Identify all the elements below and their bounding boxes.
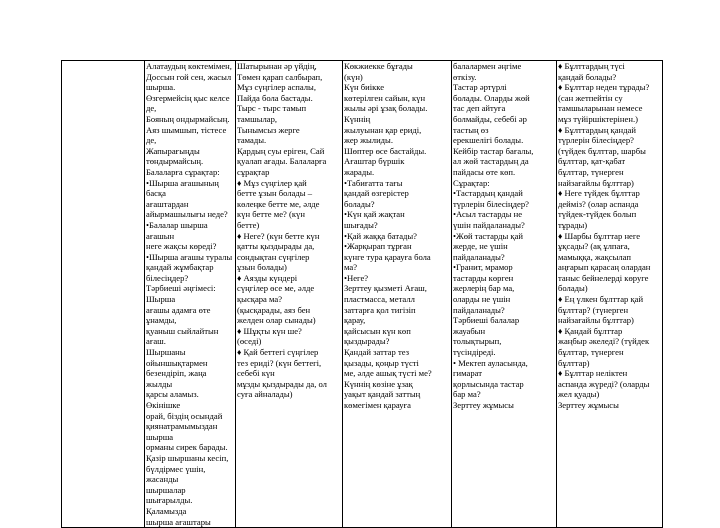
text-line: Өзгермейсің қыс келсе де, xyxy=(146,92,230,114)
text-line: Күннің xyxy=(344,113,371,124)
text-line: оларды не үшін xyxy=(453,294,511,305)
text-line: гимарат xyxy=(453,368,482,379)
text-line: Қардың суы еріген, Сай xyxy=(237,145,325,156)
text-line: •Жөй тастарды қай xyxy=(453,230,523,241)
text-line: Аяз шымшып, тістесе де, xyxy=(146,124,227,146)
table-cell-col-2 xyxy=(236,61,343,528)
text-line: тамшыларынан немесе xyxy=(558,103,643,114)
text-line: Балаларға сұрақтар: xyxy=(146,166,220,177)
text-line: бұлттар, қат-қабат xyxy=(558,156,626,167)
table-row xyxy=(62,61,663,528)
text-line: Тырс - тырс тамып xyxy=(237,103,307,114)
text-line: жер жылиды. xyxy=(344,135,393,146)
text-line: ♦ Бұлттардың түсі xyxy=(558,61,625,71)
text-line: Ағаштар бүршік xyxy=(344,156,405,167)
text-line: көтерілген сайын, күн xyxy=(344,92,426,103)
text-line: ♦ Ең үлкен бұлттар қай xyxy=(558,294,644,305)
text-line: Кейбір тастар бағалы, xyxy=(453,145,534,156)
text-line: қызады, қоңыр түсті xyxy=(344,357,419,368)
text-line: қандай жұмбақтар xyxy=(146,262,214,273)
text-line: ағаштардан xyxy=(146,198,189,209)
text-line: шырша ағаштары xyxy=(146,516,211,527)
text-line: Пайда бола бастады. xyxy=(237,92,313,103)
text-line: қиянатрамымыздан шырша xyxy=(146,421,218,442)
table-cell-col-5 xyxy=(557,61,663,528)
text-line: көлеңке бетте ме, әлде xyxy=(237,198,320,209)
text-line: болады? xyxy=(344,198,375,209)
table-cell-col-0 xyxy=(62,61,145,528)
text-line: қатты қыздырады да, xyxy=(237,241,315,252)
text-line: ♦ Неге? (күн бетте күн xyxy=(237,230,320,241)
text-line: тұрады) xyxy=(558,219,588,230)
text-line: тастың өз xyxy=(453,124,489,135)
text-line: ерекшелігі болады. xyxy=(453,135,524,146)
text-line: ♦ Қай беттегі сүңгілер xyxy=(237,347,319,358)
text-line: жаңбыр әкеледі? (түйдек xyxy=(558,336,650,347)
text-line: Алатаудың көктемімен, xyxy=(146,61,232,71)
text-line: қарау, xyxy=(344,315,366,326)
text-line: түрлерін білесіңдер? xyxy=(558,135,634,146)
text-line: желден олар сынады) xyxy=(237,315,316,326)
text-line: ♦ Бұлттар неден тұрады? xyxy=(558,82,650,93)
text-line: балалармен әңгіме xyxy=(453,61,522,71)
text-line: тамады. xyxy=(237,135,267,146)
text-line: түсіндіреді. xyxy=(453,347,496,358)
text-line: бетте ұзын болады – xyxy=(237,188,313,199)
text-line: Зерттеу жұмысы xyxy=(453,400,514,410)
text-line: •Шырша ағашының басқа xyxy=(146,177,219,199)
text-line: Қазір шыршаны кесіп, xyxy=(146,452,229,463)
text-line: заттарға қол тигізіп xyxy=(344,304,416,315)
text-line: дейміз? (олар аспанда xyxy=(558,198,639,209)
text-line: тастарды көрген xyxy=(453,272,514,283)
text-line: сүңгілер өсе ме, әлде xyxy=(237,283,315,294)
text-line: уақыт қандай заттың xyxy=(344,389,421,400)
text-line: толықтырып, xyxy=(453,336,502,347)
text-line: найзағайлы бұлттар) xyxy=(558,315,634,326)
text-line: (күн) xyxy=(344,71,363,82)
text-line: жылы әрі ұзақ болады. xyxy=(344,103,428,114)
text-line: ♦ Қандай бұлттар xyxy=(558,325,623,336)
text-line: Күннің көзіне ұзақ xyxy=(344,378,413,389)
text-line: мұз түйіршіктерінен.) xyxy=(558,113,638,124)
text-line: ағашы адамға өте ұнамды, xyxy=(146,304,211,326)
text-line: ♦ Бұлттардың қандай xyxy=(558,124,636,135)
text-line: бұлттар, түнерген xyxy=(558,166,624,177)
text-line: түрлерін білесіңдер? xyxy=(453,198,529,209)
text-line: болмайды, себебі әр xyxy=(453,113,527,124)
text-line: қуаныш сыйлайтын ағаш. xyxy=(146,325,219,347)
text-line: төндырмайсың. xyxy=(146,156,204,167)
text-line: жерде, не үшін xyxy=(453,241,508,252)
text-line: жарады. xyxy=(344,166,375,177)
text-line: •Жарқырап тұрған xyxy=(344,241,412,252)
text-line: Тәрбиеші балалар xyxy=(453,315,520,326)
text-line: пайдаланады? xyxy=(453,251,505,262)
text-line: ме, әлде ашық түсті ме? xyxy=(344,368,432,379)
text-line: ұзын болады) xyxy=(237,262,287,273)
text-line: үшін пайдаланады? xyxy=(453,219,525,230)
text-line: Бояның ондырмайсың. xyxy=(146,113,230,124)
text-line: аспанда жүреді? (оларды xyxy=(558,378,650,389)
text-line: аңғарып қарасаң олардан xyxy=(558,262,651,273)
text-line: Тәрбиеші әңгімесі: Шырша xyxy=(146,283,216,305)
text-line: ♦ Мұз сүңгілер қай xyxy=(237,177,307,188)
table-cell-col-3 xyxy=(343,61,452,528)
text-line: ал жөй тастардың да xyxy=(453,156,529,167)
text-line: Қаламызда xyxy=(146,505,187,516)
text-line: бұлттар? (түнерген xyxy=(558,304,629,315)
text-line: неге жақсы көреді? xyxy=(146,241,217,252)
text-line: күн бетте ме? (күн xyxy=(237,209,305,220)
text-line: найзағайлы бұлттар) xyxy=(558,177,634,188)
text-line: пластмасса, металл xyxy=(344,294,415,305)
text-line: Мұз сүңгілер аспалы, xyxy=(237,82,316,93)
text-line: ойыншықтармен xyxy=(146,357,208,368)
text-line: бүлдірмес үшін, жасанды xyxy=(146,463,206,485)
text-line: бетте) xyxy=(237,219,260,230)
text-line: Шыршаны xyxy=(146,347,186,358)
text-line: болады. Оларды жөй xyxy=(453,92,530,103)
text-line: пайдасы өте көп. xyxy=(453,166,516,177)
text-line: (қысқарады, аяз бен xyxy=(237,304,311,315)
text-line: бұлттар) xyxy=(558,357,590,368)
text-line: Қандай заттар тез xyxy=(344,347,410,358)
text-line: •Тастардың қандай xyxy=(453,188,523,199)
text-line: Көкжиекке бұғады xyxy=(344,61,413,71)
text-line: болады) xyxy=(558,283,588,294)
text-line: тамшылар, xyxy=(237,113,278,124)
text-line: суға айналады) xyxy=(237,389,293,400)
text-line: безендіріп, жаңа жылды xyxy=(146,368,207,389)
text-line: орай, біздің осындай xyxy=(146,410,223,421)
text-line: орманы сирек барады. xyxy=(146,442,228,453)
text-line: қыздырады? xyxy=(344,336,390,347)
text-line: •Шырша ағашы туралы xyxy=(146,251,233,262)
text-line: Тынымсыз жерге xyxy=(237,124,300,135)
text-line: •Табиғатта тағы xyxy=(344,177,403,188)
text-line: білесіңдер? xyxy=(146,272,189,283)
text-line: •Қай жаққа батады? xyxy=(344,230,417,241)
text-line: шығады? xyxy=(344,219,378,230)
text-line: себебі күн xyxy=(237,368,275,379)
text-line: Шатырынан әр үйдің, xyxy=(237,61,317,71)
text-line: қуалап ағады. Балаларға xyxy=(237,156,327,167)
text-line: ♦ Шұқты күн ше? xyxy=(237,325,302,336)
text-line: түйдек-түйдек болып xyxy=(558,209,637,220)
text-line: шырша. xyxy=(146,82,176,93)
text-line: қысқара ма? xyxy=(237,294,283,305)
text-line: • Мектеп ауласында, xyxy=(453,357,528,368)
text-line: тез ериді? (күн беттегі, xyxy=(237,357,322,368)
text-line: Төмен қарап салбырап, xyxy=(237,71,323,82)
table-cell-col-1 xyxy=(145,61,236,528)
table-cell-col-4 xyxy=(452,61,557,528)
text-line: тас деп айтуға xyxy=(453,103,506,114)
text-line: қандай өзгерістер xyxy=(344,188,409,199)
text-line: •Гранит, мрамор xyxy=(453,262,513,273)
text-line: жел қуады) xyxy=(558,389,600,400)
text-line: Зерттеу қызметі Ағаш, xyxy=(344,283,427,294)
text-line: ма? xyxy=(344,262,358,273)
text-line: мұзды қыздырады да, ол xyxy=(237,378,327,389)
text-line: Тастар әртүрлі xyxy=(453,82,507,93)
text-line: ♦ Неге түйдек бұлттар xyxy=(558,188,640,199)
text-line: пайдаланады? xyxy=(453,304,505,315)
text-line: •Асыл тастарды не xyxy=(453,209,523,220)
text-line: Шөптер өсе бастайды. xyxy=(344,145,427,156)
text-line: (өседі) xyxy=(237,336,262,347)
text-line: (түйдек бұлттар, шарбы xyxy=(558,145,646,156)
text-line: Жапырағыңды xyxy=(146,145,200,156)
text-line: сұрақтар xyxy=(237,166,270,177)
text-line: бар ма? xyxy=(453,389,481,400)
text-line: шыршалар шығарылды. xyxy=(146,484,193,506)
text-line: жауабын xyxy=(453,325,486,336)
text-line: Зерттеу жұмысы xyxy=(558,400,619,410)
text-line: Күн биікке xyxy=(344,82,385,93)
text-line: ұқсады? (ақ ұлпаға, xyxy=(558,241,630,252)
text-line: ♦ Шарбы бұлттар неге xyxy=(558,230,641,241)
text-line: айырмашылығы неде? xyxy=(146,209,228,220)
text-line: Сұрақтар: xyxy=(453,177,490,188)
text-line: қандай болады? xyxy=(558,71,617,82)
text-line: өткізу. xyxy=(453,71,477,82)
text-line: таныс бейнелерді көруге xyxy=(558,272,649,283)
text-line: мамыққа, жақсылап xyxy=(558,251,631,262)
text-line: сондықтан сүңгілер xyxy=(237,251,310,262)
text-line: ♦ Бұлттар неліктен xyxy=(558,368,628,379)
text-line: қорлысында тастар xyxy=(453,378,524,389)
text-line: •Неге? xyxy=(344,272,369,283)
text-line: •Күн қай жақтан xyxy=(344,209,405,220)
text-line: ♦ Аязды күндері xyxy=(237,272,298,283)
text-line: жерлерің бар ма, xyxy=(453,283,515,294)
text-line: Доссын гой сен, жасыл xyxy=(146,71,232,82)
text-line: қайсысын күн көп xyxy=(344,325,411,336)
text-line: •Балалар шырша ағашын xyxy=(146,219,208,241)
text-line: бұлттар, түнерген xyxy=(558,347,624,358)
lesson-plan-table xyxy=(61,60,663,528)
text-line: көмегімен қарауға xyxy=(344,400,411,410)
text-line: (сан жетпейтін су xyxy=(558,92,623,103)
text-line: қарсы аламыз. Өкінішке xyxy=(146,389,199,410)
text-line: күнге тура қарауға бола xyxy=(344,251,431,262)
text-line: жылуынан қар ериді, xyxy=(344,124,422,135)
